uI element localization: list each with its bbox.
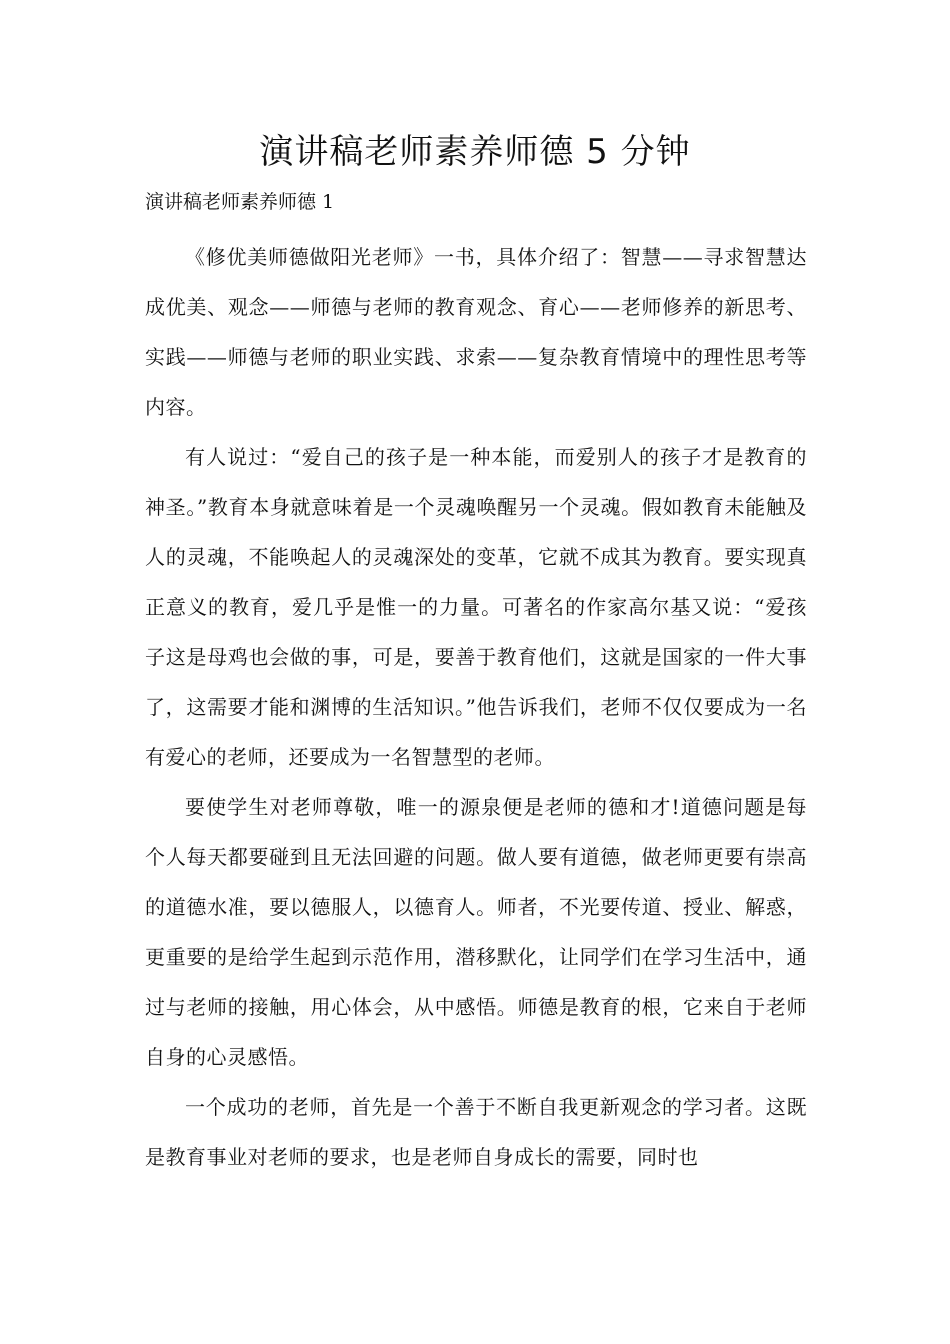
paragraph: 有人说过：“爱自己的孩子是一种本能，而爱别人的孩子才是教育的神圣。”教育本身就意味着是一个灵魂唤醒另一个灵魂。假如教育未能触及人的灵魂，不能唤起人的灵魂深处的变革，它就不成其为教育。要实现真正意义的教育，爱几乎是惟一的力量。可著名的作家高尔基又说：“爱孩子这是母鸡也会做的事，可是，要善于教育他们，这就是国家的一件大事了，这需要才能和渊博的生活知识。”他告诉我们，老师不仅仅要成为一名有爱心的老师，还要成为一名智慧型的老师。 (145, 445, 807, 769)
document-title: 演讲稿老师素养师德 5 分钟 (259, 132, 691, 172)
section-heading: 演讲稿老师素养师德 1 (145, 191, 335, 213)
paragraph: 《修优美师德做阳光老师》一书，具体介绍了：智慧——寻求智慧达成优美、观念——师德与老师的教育观念、育心——老师修养的新思考、实践——师德与老师的职业实践、求索——复杂教育情境中的理性思考等内容。 (145, 245, 807, 419)
paragraph: 一个成功的老师，首先是一个善于不断自我更新观念的学习者。这既是教育事业对老师的要求，也是老师自身成长的需要，同时也 (145, 1095, 807, 1169)
paragraph: 要使学生对老师尊敬，唯一的源泉便是老师的德和才!道德问题是每个人每天都要碰到且无法回避的问题。做人要有道德，做老师更要有崇高的道德水准，要以德服人，以德育人。师者，不光要传道、授业、解惑，更重要的是给学生起到示范作用，潜移默化，让同学们在学习生活中，通过与老师的接触，用心体会，从中感悟。师德是教育的根，它来自于老师自身的心灵感悟。 (145, 795, 807, 1069)
document-body (145, 232, 807, 1182)
